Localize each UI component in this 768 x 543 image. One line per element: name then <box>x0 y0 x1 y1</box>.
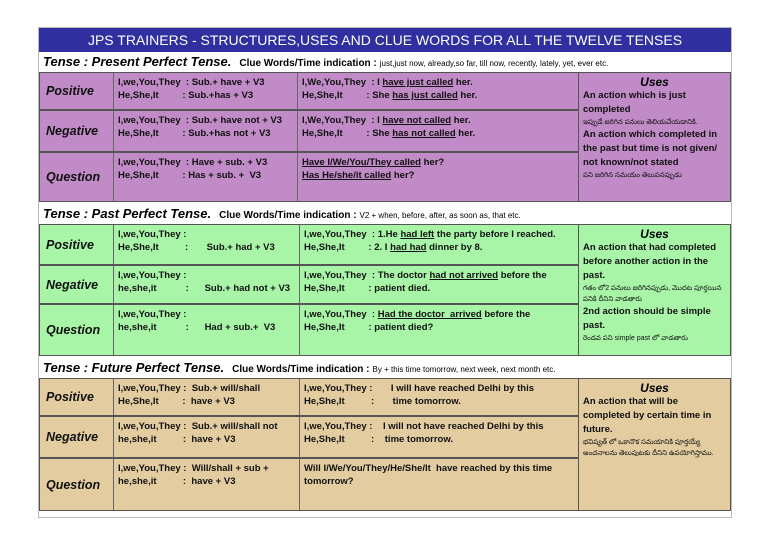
clue-label: Clue Words/Time indication : <box>232 364 370 375</box>
row-label: Positive <box>46 84 94 98</box>
clue-values: V2 + when, before, after, as soon as, that etc. <box>359 211 521 220</box>
uses-text: An action that had completed before another action in the past. <box>583 242 717 281</box>
uses-text: 2nd action should be simple past. <box>583 306 711 331</box>
tense-row-negative <box>39 110 579 152</box>
structure-formula: I,we,You,They : He,She,It : Sub.+ had + V3 <box>113 225 299 264</box>
tense-name: Tense : Future Perfect Tense. <box>43 360 225 375</box>
example-sentence: I,we,You,They : 1.He had left the party before I reached. He,She,It : 2. I had had dinner by 8. <box>299 225 579 264</box>
structure-formula: I,we,You,They : Have + sub. + V3 He,She,It : Has + sub. + V3 <box>113 153 297 201</box>
example-sentence: I,we,You,They : The doctor had not arrived before the He,She,It : patient died. <box>299 266 579 303</box>
row-label: Question <box>46 170 101 184</box>
tense-row-negative <box>39 265 579 304</box>
section-header <box>39 205 731 223</box>
tense-row-positive <box>39 378 579 416</box>
uses-telugu-text: పని జరిగిన సమయం తెలుపనప్పుడు <box>583 172 682 179</box>
tense-row-question <box>39 304 579 356</box>
clue-values: just,just now, already,so far, till now, recently, lately, yet, ever etc. <box>379 59 609 68</box>
row-label: Question <box>46 477 101 492</box>
tense-row-positive <box>39 72 579 110</box>
tense-row-positive <box>39 224 579 265</box>
example-sentence: Will I/We/You/They/He/She/It have reached by this time tomorrow? <box>299 459 579 510</box>
structure-formula: I,we,You,They : Will/shall + sub + he,she,it : have + V3 <box>113 459 299 510</box>
example-sentence: I,we,You,They : I will have reached Delhi by this He,She,It : time tomorrow. <box>299 379 579 415</box>
uses-telugu-text: రెండవ పని simple past లో వాడతారు <box>583 335 688 342</box>
uses-panel <box>578 378 731 511</box>
row-label: Negative <box>46 277 99 292</box>
row-label: Question <box>46 323 101 337</box>
example-sentence: I,we,You,They : Had the doctor arrived before the He,She,It : patient died? <box>299 305 579 355</box>
row-label: Positive <box>46 237 94 252</box>
tense-name: Tense : Past Perfect Tense. <box>43 206 212 221</box>
row-label: Negative <box>46 430 99 444</box>
example-sentence: Have I/We/You/They called her? Has He/she/it called her? <box>297 153 579 201</box>
uses-text: An action that will be completed by certain time in future. <box>583 396 712 435</box>
clue-label: Clue Words/Time indication : <box>219 210 357 221</box>
section-header <box>39 53 731 71</box>
row-label: Negative <box>46 124 99 138</box>
example-sentence: I,We,You,They : I have just called her. He,She,It : She has just called her. <box>297 73 579 109</box>
example-sentence: I,we,You,They : I will not have reached Delhi by this He,She,It : time tomorrow. <box>299 417 579 457</box>
structure-formula: I,we,You,They : Sub.+ will/shall He,She,It : have + V3 <box>113 379 299 415</box>
uses-heading: Uses <box>640 227 669 241</box>
clue-values: By + this time tomorrow, next week, next month etc. <box>372 365 556 374</box>
structure-formula: I,we,You,They : he,she,it : Had + sub.+ V3 <box>113 305 299 355</box>
uses-heading: Uses <box>640 381 669 395</box>
structure-formula: I,we,You,They : he,she,it : Sub.+ had not + V3 <box>113 266 299 303</box>
tense-name: Tense : Present Perfect Tense. <box>43 54 232 69</box>
row-label: Positive <box>46 390 94 404</box>
uses-telugu-text: ఇప్పుడే జరిగిన పనులు తెలియచేయడానికి. <box>583 119 698 126</box>
structure-formula: I,we,You,They : Sub.+ have + V3 He,She,It : Sub.+has + V3 <box>113 73 297 109</box>
tense-sheet <box>38 27 732 518</box>
structure-formula: I,we,You,They : Sub.+ will/shall not he,she,it : have + V3 <box>113 417 299 457</box>
uses-panel <box>578 224 731 356</box>
section-header <box>39 359 731 377</box>
clue-label: Clue Words/Time indication : <box>239 58 377 69</box>
uses-telugu-text: గతం లో2 పనులు జరిగినప్పుడు, మొదట పూర్తయిన పనికి దీనిని వాడతారు <box>583 285 722 303</box>
uses-text: An action which is just completed <box>583 90 686 115</box>
tense-row-question <box>39 152 579 202</box>
example-sentence: I,We,You,They : I have not called her. He,She,It : She has not called her. <box>297 111 579 151</box>
structure-formula: I,we,You,They : Sub.+ have not + V3 He,She,It : Sub.+has not + V3 <box>113 111 297 151</box>
uses-telugu-text: భవిష్యత్ లో ఒకానొక సమయానికి పూర్తయ్యే అంచనాలను తెలుపుటకు దీనిని ఉపయోగిస్తాము. <box>583 439 714 457</box>
uses-panel <box>578 72 731 202</box>
tense-row-question <box>39 458 579 511</box>
uses-heading: Uses <box>640 75 669 89</box>
page-title: JPS TRAINERS - STRUCTURES,USES AND CLUE WORDS FOR ALL THE TWELVE TENSES <box>39 28 731 52</box>
uses-text: An action which completed in the past but time is not given/ not known/not stated <box>583 129 718 168</box>
tense-row-negative <box>39 416 579 458</box>
